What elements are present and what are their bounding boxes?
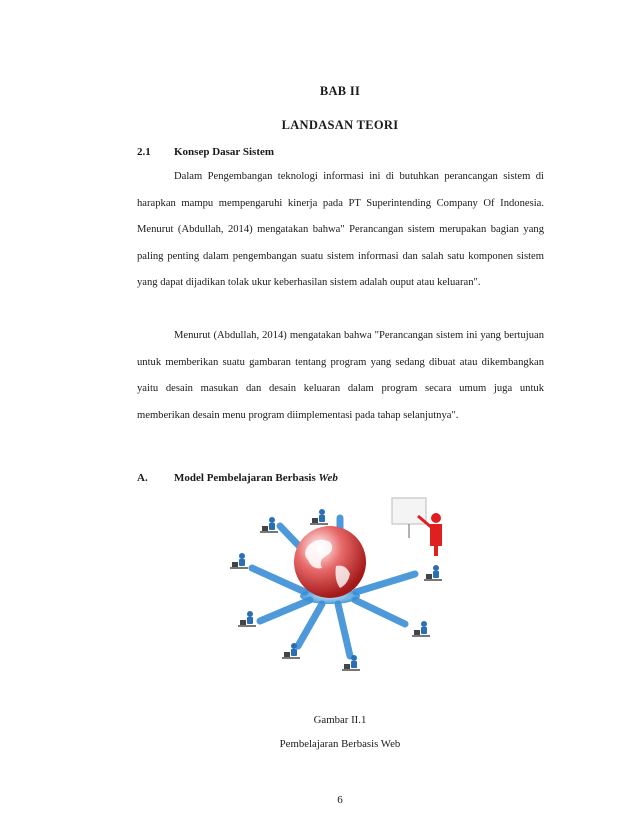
chapter-label: BAB II [319, 84, 361, 98]
globe-icon [294, 526, 366, 598]
section-number: 2.1 [137, 146, 151, 158]
paragraph-2: Menurut (Abdullah, 2014) mengatakan bahwa "Perancangan sistem ini yang bertujuan untuk memberikan suatu gambaran tentang program yang sedang dibuat atau dikembangkan yaitu desain masukan dan desain keluaran dalam program secara umum juga untuk memberikan desain menu program diimplementasi pada tahap selanjutnya". [137, 330, 544, 421]
page-number: 6 [337, 794, 343, 806]
chapter-title: LANDASAN TEORI [281, 118, 399, 132]
subsection-heading [137, 472, 338, 484]
web-learning-illustration [210, 496, 468, 680]
section-title: Konsep Dasar Sistem [174, 146, 275, 158]
figure-number: Gambar II.1 [313, 714, 367, 726]
subsection-title: Model Pembelajaran Berbasis [174, 472, 316, 484]
subsection-title-italic: Web [318, 472, 338, 484]
section-heading [137, 146, 274, 158]
subsection-number: A. [137, 472, 148, 484]
paragraph-1: Dalam Pengembangan teknologi informasi ini di butuhkan perancangan sistem di harapkan mampu mempengaruhi kinerja pada PT Superintending Company Of Indonesia. Menurut (Abdullah, 2014) mengatakan bahwa" Perancangan sistem merupakan bagian yang paling penting dalam pengembangan suatu sistem informasi dan salah satu komponen sistem yang dapat dijadikan tolak ukur keberhasilan sistem adalah ouput atau keluaran". [137, 171, 544, 289]
figure-caption: Pembelajaran Berbasis Web [279, 738, 401, 750]
